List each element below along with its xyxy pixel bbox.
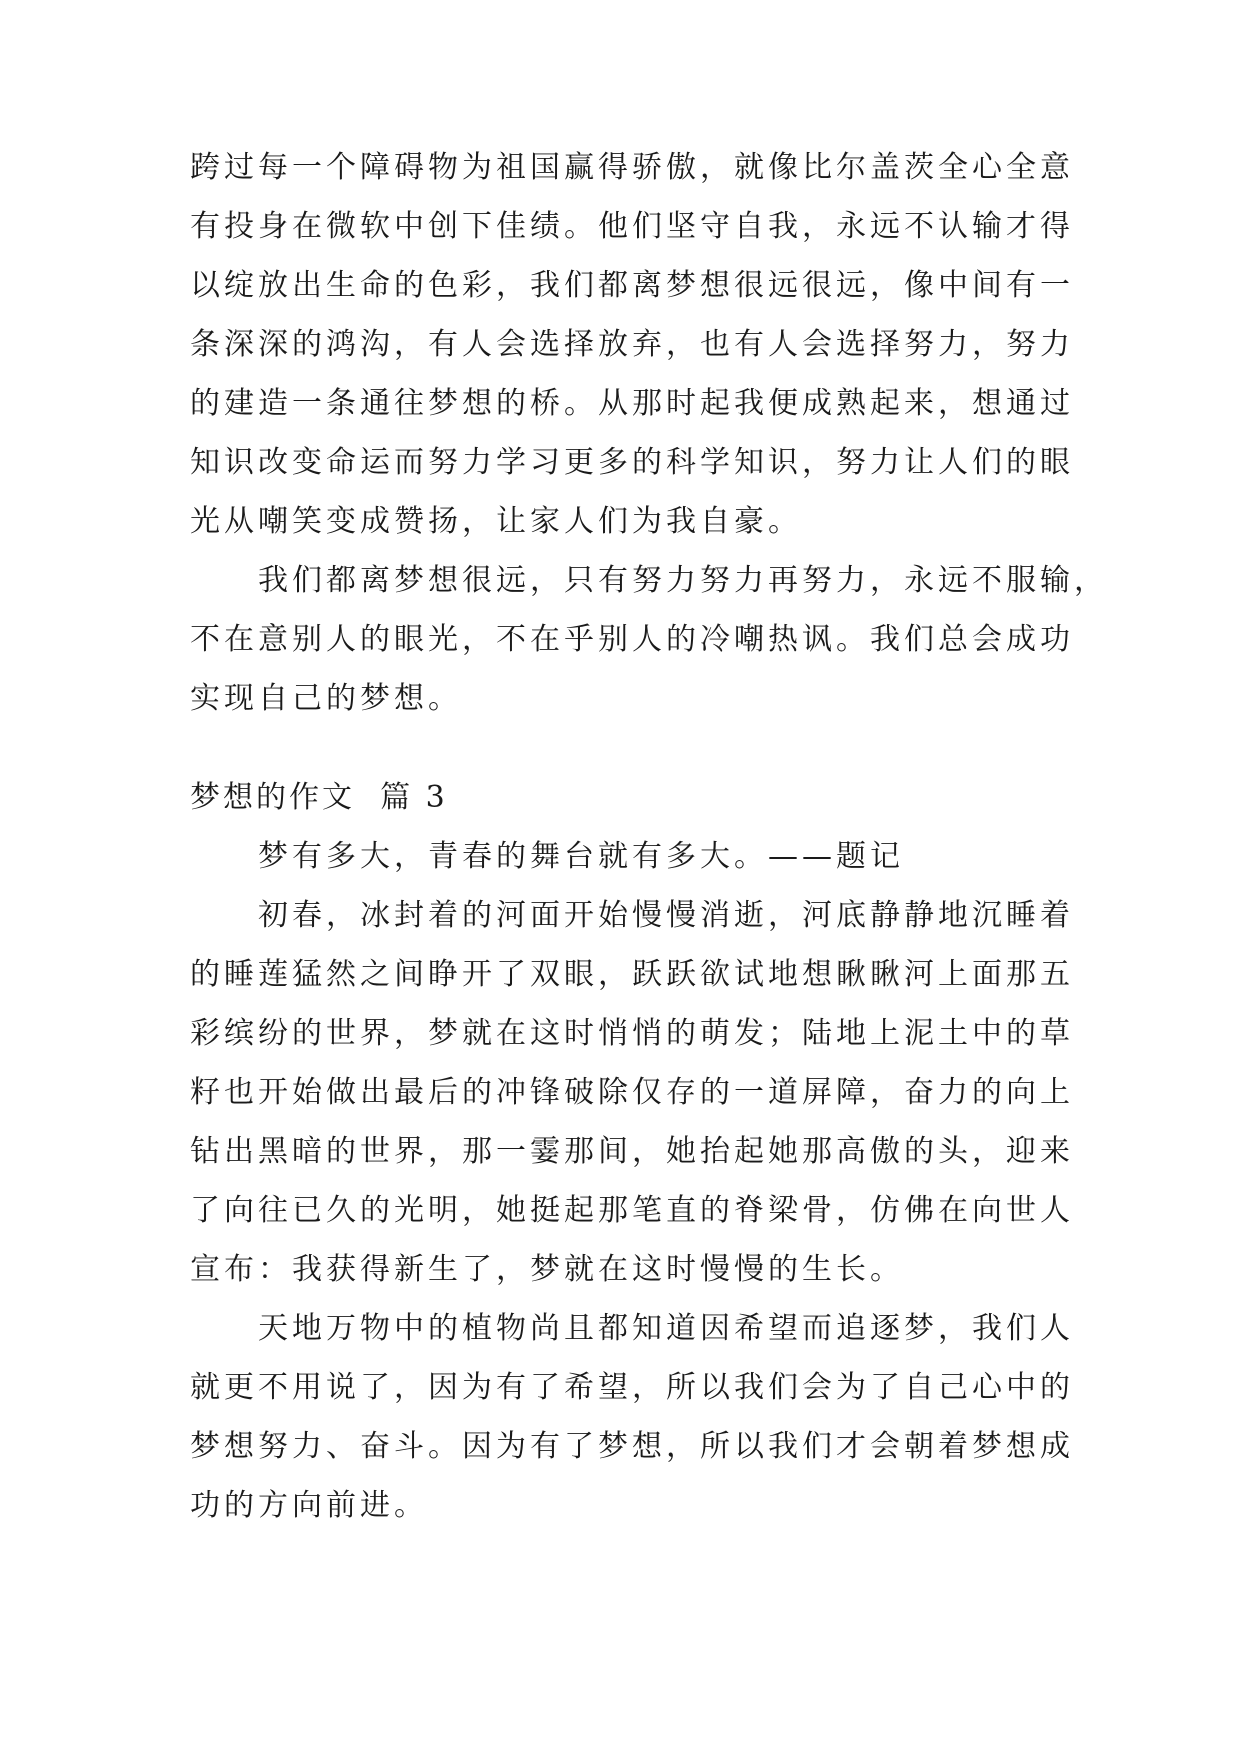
paragraph-continued [190,138,1074,551]
text-line: 梦有多大，青春的舞台就有多大。——题记 [258,839,904,874]
text-line: 宣布：我获得新生了，梦就在这时慢慢的生长。 [190,1252,904,1287]
text-line: 跨过每一个障碍物为祖国赢得骄傲，就像比尔盖茨全心全意 [190,150,1074,185]
text-line: 光从嘲笑变成赞扬，让家人们为我自豪。 [190,504,802,539]
text-line: 我们都离梦想很远，只有努力努力再努力，永远不服输， [258,563,1108,598]
text-line: 实现自己的梦想。 [190,681,462,716]
text-line: 天地万物中的植物尚且都知道因希望而追逐梦，我们人 [258,1311,1074,1346]
text-line: 了向往已久的光明，她挺起那笔直的脊梁骨，仿佛在向世人 [190,1193,1074,1228]
text-line: 梦想努力、奋斗。因为有了梦想，所以我们才会朝着梦想成 [190,1429,1074,1464]
text-line: 以绽放出生命的色彩，我们都离梦想很远很远，像中间有一 [190,268,1074,303]
epigraph [190,827,1050,886]
text-line: 有投身在微软中创下佳绩。他们坚守自我，永远不认输才得 [190,209,1074,244]
text-line: 不在意别人的眼光，不在乎别人的冷嘲热讽。我们总会成功 [190,622,1074,657]
text-line: 彩缤纷的世界，梦就在这时悄悄的萌发；陆地上泥土中的草 [190,1016,1074,1051]
section-heading: 梦想的作文 篇 3 [190,780,448,815]
paragraph-3 [190,886,1074,1299]
text-line: 知识改变命运而努力学习更多的科学知识，努力让人们的眼 [190,445,1074,480]
text-line: 籽也开始做出最后的冲锋破除仅存的一道屏障，奋力的向上 [190,1075,1074,1110]
paragraph-4 [190,1299,1074,1535]
text-line: 的建造一条通往梦想的桥。从那时起我便成熟起来，想通过 [190,386,1074,421]
section-spacer [190,728,1050,768]
text-line: 就更不用说了，因为有了希望，所以我们会为了自己心中的 [190,1370,1074,1405]
text-line: 初春，冰封着的河面开始慢慢消逝，河底静静地沉睡着 [258,898,1074,933]
text-line: 功的方向前进。 [190,1488,428,1523]
text-line: 的睡莲猛然之间睁开了双眼，跃跃欲试地想瞅瞅河上面那五 [190,957,1074,992]
document-body [190,138,1108,1535]
paragraph-2 [190,551,1108,728]
text-line: 条深深的鸿沟，有人会选择放弃，也有人会选择努力，努力 [190,327,1074,362]
text-line: 钻出黑暗的世界，那一霎那间，她抬起她那高傲的头，迎来 [190,1134,1074,1169]
